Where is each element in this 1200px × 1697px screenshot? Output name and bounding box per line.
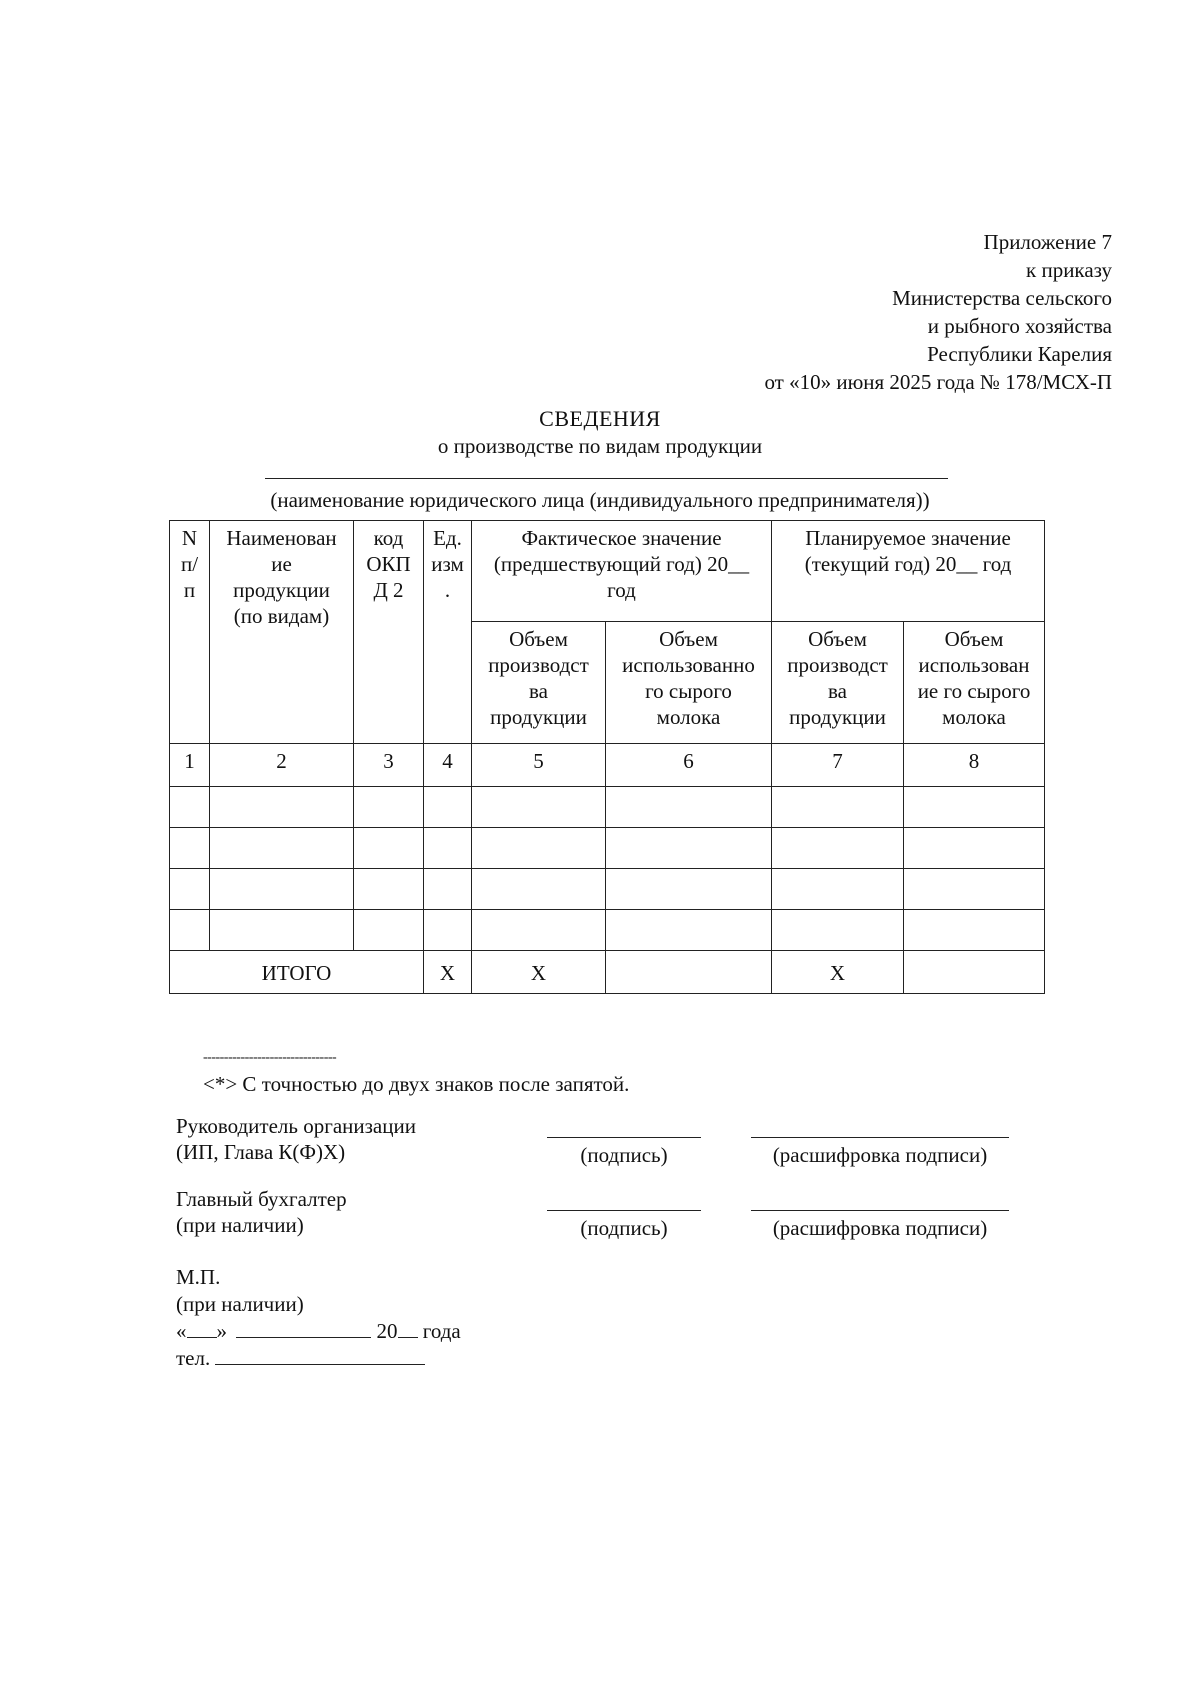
table-cell[interactable] xyxy=(772,828,904,869)
signature-head-decode-caption: (расшифровка подписи) xyxy=(772,1143,988,1167)
total-unit: Х xyxy=(424,951,472,994)
phone-line xyxy=(176,1345,461,1372)
stamp-note: (при наличии) xyxy=(176,1292,304,1316)
column-number: 4 xyxy=(424,744,472,787)
footnote-text: <*> С точностью до двух знаков после запятой. xyxy=(203,1072,630,1096)
column-number: 2 xyxy=(210,744,354,787)
table-cell[interactable] xyxy=(606,910,772,951)
total-planned-production: Х xyxy=(772,951,904,994)
table-cell[interactable] xyxy=(424,910,472,951)
appendix-republic: Республики Карелия xyxy=(927,342,1112,366)
signature-head-role-line2: (ИП, Глава К(Ф)Х) xyxy=(176,1140,346,1164)
table-cell[interactable] xyxy=(606,787,772,828)
total-actual-milk[interactable] xyxy=(606,951,772,994)
total-planned-milk[interactable] xyxy=(904,951,1045,994)
appendix-number: Приложение 7 xyxy=(983,230,1112,254)
table-cell[interactable] xyxy=(354,787,424,828)
table-cell[interactable] xyxy=(170,910,210,951)
table-cell[interactable] xyxy=(472,787,606,828)
column-number: 5 xyxy=(472,744,606,787)
column-numbers-row xyxy=(170,744,1045,787)
entity-name-field[interactable] xyxy=(265,478,948,479)
table-row xyxy=(170,869,1045,910)
table-cell[interactable] xyxy=(170,828,210,869)
table-cell[interactable] xyxy=(210,869,354,910)
header-actual-production: Объем производст ва продукции xyxy=(472,622,606,744)
date-year-suffix: года xyxy=(422,1319,461,1343)
table-cell[interactable] xyxy=(904,869,1045,910)
table-cell[interactable] xyxy=(424,787,472,828)
appendix-ministry-line2: и рыбного хозяйства xyxy=(927,314,1112,338)
phone-field[interactable] xyxy=(215,1346,425,1365)
date-line xyxy=(176,1318,461,1345)
appendix-ministry-line1: Министерства сельского xyxy=(892,286,1112,310)
table-cell[interactable] xyxy=(210,787,354,828)
signature-head-role-line1: Руководитель организации xyxy=(176,1114,416,1138)
table-cell[interactable] xyxy=(472,910,606,951)
column-number: 3 xyxy=(354,744,424,787)
stamp-block xyxy=(176,1264,461,1372)
total-label: ИТОГО xyxy=(170,951,424,994)
header-num: N п/ п xyxy=(170,521,210,744)
table-cell[interactable] xyxy=(772,910,904,951)
signature-head-sign-field[interactable] xyxy=(547,1137,701,1138)
table-cell[interactable] xyxy=(354,910,424,951)
table-cell[interactable] xyxy=(354,869,424,910)
column-number: 6 xyxy=(606,744,772,787)
table-cell[interactable] xyxy=(772,869,904,910)
date-open-quote: « xyxy=(176,1319,187,1343)
table-cell[interactable] xyxy=(472,869,606,910)
signature-head-role xyxy=(176,1113,416,1165)
date-year-prefix: 20 xyxy=(376,1319,398,1343)
table-cell[interactable] xyxy=(210,910,354,951)
date-day-field[interactable] xyxy=(187,1319,217,1338)
table-cell[interactable] xyxy=(772,787,904,828)
table-row xyxy=(170,828,1045,869)
header-actual-value: Фактическое значение (предшествующий год) 20__ год xyxy=(472,521,772,622)
appendix-order-date: от «10» июня 2025 года № 178/МСХ-П xyxy=(764,370,1112,394)
signature-accountant-role-line1: Главный бухгалтер xyxy=(176,1187,347,1211)
phone-label: тел. xyxy=(176,1346,211,1370)
table-cell[interactable] xyxy=(424,828,472,869)
column-number: 1 xyxy=(170,744,210,787)
header-unit: Ед. изм . xyxy=(424,521,472,744)
table-cell[interactable] xyxy=(210,828,354,869)
date-month-field[interactable] xyxy=(236,1319,371,1338)
signature-accountant-decode-field[interactable] xyxy=(751,1210,1009,1211)
header-actual-milk: Объем использованно го сырого молока xyxy=(606,622,772,744)
table-row xyxy=(170,787,1045,828)
date-close-quote: » xyxy=(216,1319,227,1343)
document-subtitle: о производстве по видам продукции xyxy=(437,434,763,458)
footnote-separator: -------------------------------- xyxy=(203,1050,337,1065)
appendix-header xyxy=(764,228,1112,396)
column-number: 8 xyxy=(904,744,1045,787)
signature-accountant-role xyxy=(176,1186,347,1238)
signature-accountant-sign-caption: (подпись) xyxy=(580,1216,668,1240)
table-cell[interactable] xyxy=(424,869,472,910)
header-planned-milk: Объем использован ие го сырого молока xyxy=(904,622,1045,744)
table-row xyxy=(170,910,1045,951)
table-cell[interactable] xyxy=(170,787,210,828)
table-cell[interactable] xyxy=(904,787,1045,828)
header-planned-production: Объем производст ва продукции xyxy=(772,622,904,744)
signature-head-sign-caption: (подпись) xyxy=(580,1143,668,1167)
table-cell[interactable] xyxy=(606,869,772,910)
table-cell[interactable] xyxy=(606,828,772,869)
signature-accountant-decode-caption: (расшифровка подписи) xyxy=(772,1216,988,1240)
total-row xyxy=(170,951,1045,994)
appendix-order-ref: к приказу xyxy=(1026,258,1112,282)
document-title: СВЕДЕНИЯ xyxy=(539,406,661,431)
table-cell[interactable] xyxy=(904,828,1045,869)
signature-accountant-role-line2: (при наличии) xyxy=(176,1213,304,1237)
production-table xyxy=(169,520,1045,994)
table-cell[interactable] xyxy=(170,869,210,910)
column-number: 7 xyxy=(772,744,904,787)
table-cell[interactable] xyxy=(472,828,606,869)
header-planned-value: Планируемое значение (текущий год) 20__ год xyxy=(772,521,1045,622)
signature-accountant-sign-field[interactable] xyxy=(547,1210,701,1211)
total-actual-production: Х xyxy=(472,951,606,994)
header-product-name: Наименован ие продукции (по видам) xyxy=(210,521,354,744)
entity-name-caption: (наименование юридического лица (индивидуального предпринимателя)) xyxy=(270,488,930,512)
stamp-label: М.П. xyxy=(176,1265,221,1289)
table-cell[interactable] xyxy=(904,910,1045,951)
signature-head-decode-field[interactable] xyxy=(751,1137,1009,1138)
header-okpd-code: код ОКП Д 2 xyxy=(354,521,424,744)
date-year-field[interactable] xyxy=(398,1319,418,1338)
table-cell[interactable] xyxy=(354,828,424,869)
